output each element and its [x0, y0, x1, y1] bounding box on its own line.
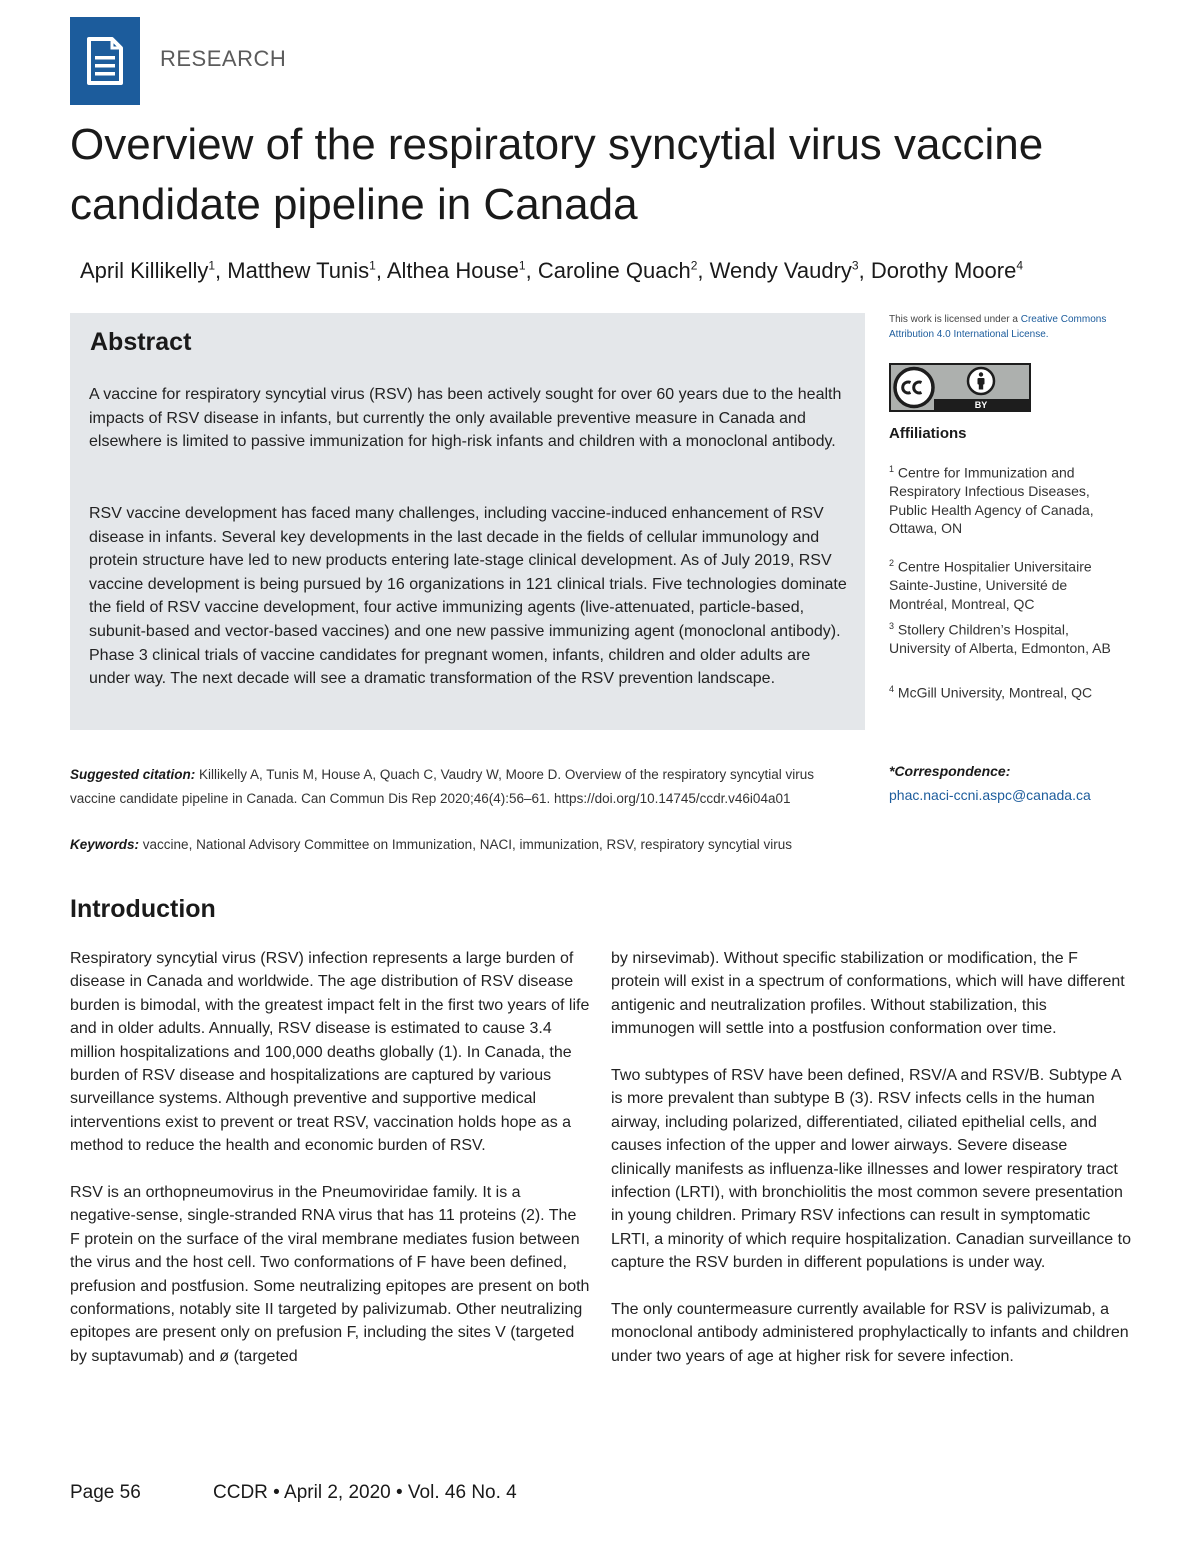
affiliation-number: 2	[889, 558, 895, 568]
page-number: Page 56	[70, 1482, 141, 1503]
author-list: April Killikelly$^1$, Matthew Tunis$^1$, Althea House$^1$, Caroline Quach$^2$, Wendy Vaudry$^3$, Dorothy Moore$^4$	[80, 258, 1024, 283]
body-paragraph: Two subtypes of RSV have been defined, RSV/A and RSV/B. Subtype A is more prevalent than subtype B (3). RSV infects cells in the human airway, including polarized, differentiated, ciliated epithelial cells, and causes infection of the upper and lower airways. Severe disease clinically manifests as influenza-like illnesses and lower respiratory tract infection (LRTI), with bronchiolitis the most common severe presentation in young children. Primary RSV infections can result in symptomatic LRTI, a minority of which require hospitalization. Canadian surveillance to capture the RSV burden in different populations is under way.	[611, 1067, 1131, 1272]
abstract-paragraph: A vaccine for respiratory syncytial virus (RSV) has been actively sought for over 60 years due to the health impacts of RSV disease in infants, but currently the only available preventive measure in Canada and elsewhere is limited to passive immunization for high-risk infants and children with a monoclonal antibody.	[89, 386, 842, 451]
body-paragraph: by nirsevimab). Without specific stabilization or modification, the F protein will exist in a spectrum of conformations, which will have different antigenic and neutralization profiles. Without stabilization, this immunogen will settle into a postfusion conformation over time.	[611, 950, 1125, 1038]
author-name: April Killikelly	[80, 258, 209, 283]
attribution-person-icon	[968, 368, 994, 394]
author-name: Matthew Tunis	[227, 258, 370, 283]
license-link[interactable]: Creative Commons Attribution 4.0 International License.	[889, 314, 1107, 340]
affiliations-heading: Affiliations	[889, 425, 967, 442]
author-name: Althea House	[386, 258, 519, 283]
abstract-paragraph: RSV vaccine development has faced many challenges, including vaccine-induced enhancement of RSV disease in infants. Several key developments in the last decade in the fields of cellular immunology and protein structure have led to new products entering late-stage clinical development. As of July 2019, RSV vaccine development is being pursued by 16 organizations in 121 clinical trials. Five technologies dominate the field of RSV vaccine development, four active immunizing agents (live-attenuated, particle-based, subunit-based and vector-based vaccines) and one new passive immunizing agent (monoclonal antibody). Phase 3 clinical trials of vaccine candidates for pregnant women, infants, children and older adults are under way. The next decade will see a dramatic transformation of the RSV prevention landscape.	[89, 505, 847, 688]
section-tag	[70, 17, 140, 105]
author-name: Caroline Quach	[537, 258, 691, 283]
creative-commons-icon	[895, 369, 933, 407]
document-icon	[86, 36, 124, 86]
body-paragraph: Respiratory syncytial virus (RSV) infection represents a large burden of disease in Canada and worldwide. The age distribution of RSV disease burden is bimodal, with the greatest impact felt in the first two years of life and in older adults. Annually, RSV disease is estimated to cause 3.4 million hospitalizations and 100,000 deaths globally (1). In Canada, the burden of RSV disease and hospitalizations are captured by various surveillance systems. Although preventive and supportive medical interventions exist to prevent or treat RSV, vaccination holds hope as a method to reduce the health and economic burden of RSV.	[70, 950, 590, 1155]
author-affiliation-mark: 4	[1016, 258, 1024, 273]
affiliation-text: Centre Hospitalier Universitaire Sainte-Justine, Université de Montréal, Montreal, QC	[889, 558, 1092, 612]
section-label: RESEARCH	[160, 46, 287, 71]
cc-by-badge[interactable]	[889, 363, 1031, 412]
license-notice	[889, 312, 1109, 342]
affiliation-text: McGill University, Montreal, QC	[897, 684, 1093, 701]
author-affiliation-mark: 3	[851, 258, 859, 273]
affiliation-item	[889, 554, 1129, 613]
license-text: This work is licensed under a	[889, 314, 1021, 325]
affiliation-item	[889, 680, 1129, 702]
journal-issue: CCDR • April 2, 2020 • Vol. 46 No. 4	[213, 1482, 517, 1503]
affiliation-number: 3	[889, 621, 895, 631]
keywords-label: Keywords:	[70, 837, 140, 852]
body-column-right	[611, 947, 1131, 1392]
article-title: Overview of the respiratory syncytial virus vaccine candidate pipeline in Canada	[70, 120, 1044, 229]
affiliation-text: Centre for Immunization and Respiratory Infectious Diseases, Public Health Agency of Canada, Ottawa, ON	[889, 464, 1094, 537]
correspondence-label: *Correspondence:	[889, 763, 1011, 779]
suggested-citation	[70, 763, 850, 810]
abstract-heading: Abstract	[90, 328, 192, 356]
body-paragraph: The only countermeasure currently available for RSV is palivizumab, a monoclonal antibody administered prophylactically to infants and children under two years of age at higher risk for severe infection.	[611, 1301, 1129, 1365]
affiliation-item	[889, 460, 1129, 538]
author-affiliation-mark: 2	[690, 258, 698, 273]
author-affiliation-mark: 1	[208, 258, 216, 273]
affiliation-text: Stollery Children’s Hospital, University of Alberta, Edmonton, AB	[889, 621, 1111, 657]
body-column-left	[70, 947, 590, 1392]
keywords-text: vaccine, National Advisory Committee on Immunization, NACI, immunization, RSV, respiratory syncytial virus	[142, 837, 793, 852]
introduction-heading: Introduction	[70, 895, 216, 923]
cc-badge-label: BY	[974, 400, 988, 410]
affiliation-number: 4	[889, 684, 895, 694]
body-paragraph: RSV is an orthopneumovirus in the Pneumoviridae family. It is a negative-sense, single-stranded RNA virus that has 11 proteins (2). The F protein on the surface of the viral membrane mediates fusion between the virus and the host cell. Two conformations of F have been defined, prefusion and postfusion. Some neutralizing epitopes are present on both conformations, notably site II targeted by palivizumab. Other neutralizing epitopes are present only on prefusion F, including the sites V (targeted by suptavumab) and ø (targeted	[70, 1184, 590, 1365]
correspondence-email-link[interactable]: phac.naci-ccni.aspc@canada.ca	[889, 787, 1091, 803]
keywords	[70, 833, 850, 857]
affiliation-item	[889, 617, 1129, 658]
affiliation-number: 1	[889, 464, 895, 474]
author-affiliation-mark: 1	[518, 258, 526, 273]
citation-label: Suggested citation:	[70, 767, 196, 782]
author-affiliation-mark: 1	[369, 258, 376, 273]
citation-text: Killikelly A, Tunis M, House A, Quach C, Vaudry W, Moore D. Overview of the respiratory syncytial virus vaccine candidate pipeline in Canada. Can Commun Dis Rep 2020;46(4):56–61. https://doi.org/10.14745/ccdr.v46i04a01	[70, 767, 814, 806]
author-name: Dorothy Moore	[870, 258, 1017, 283]
author-name: Wendy Vaudry	[709, 258, 852, 283]
